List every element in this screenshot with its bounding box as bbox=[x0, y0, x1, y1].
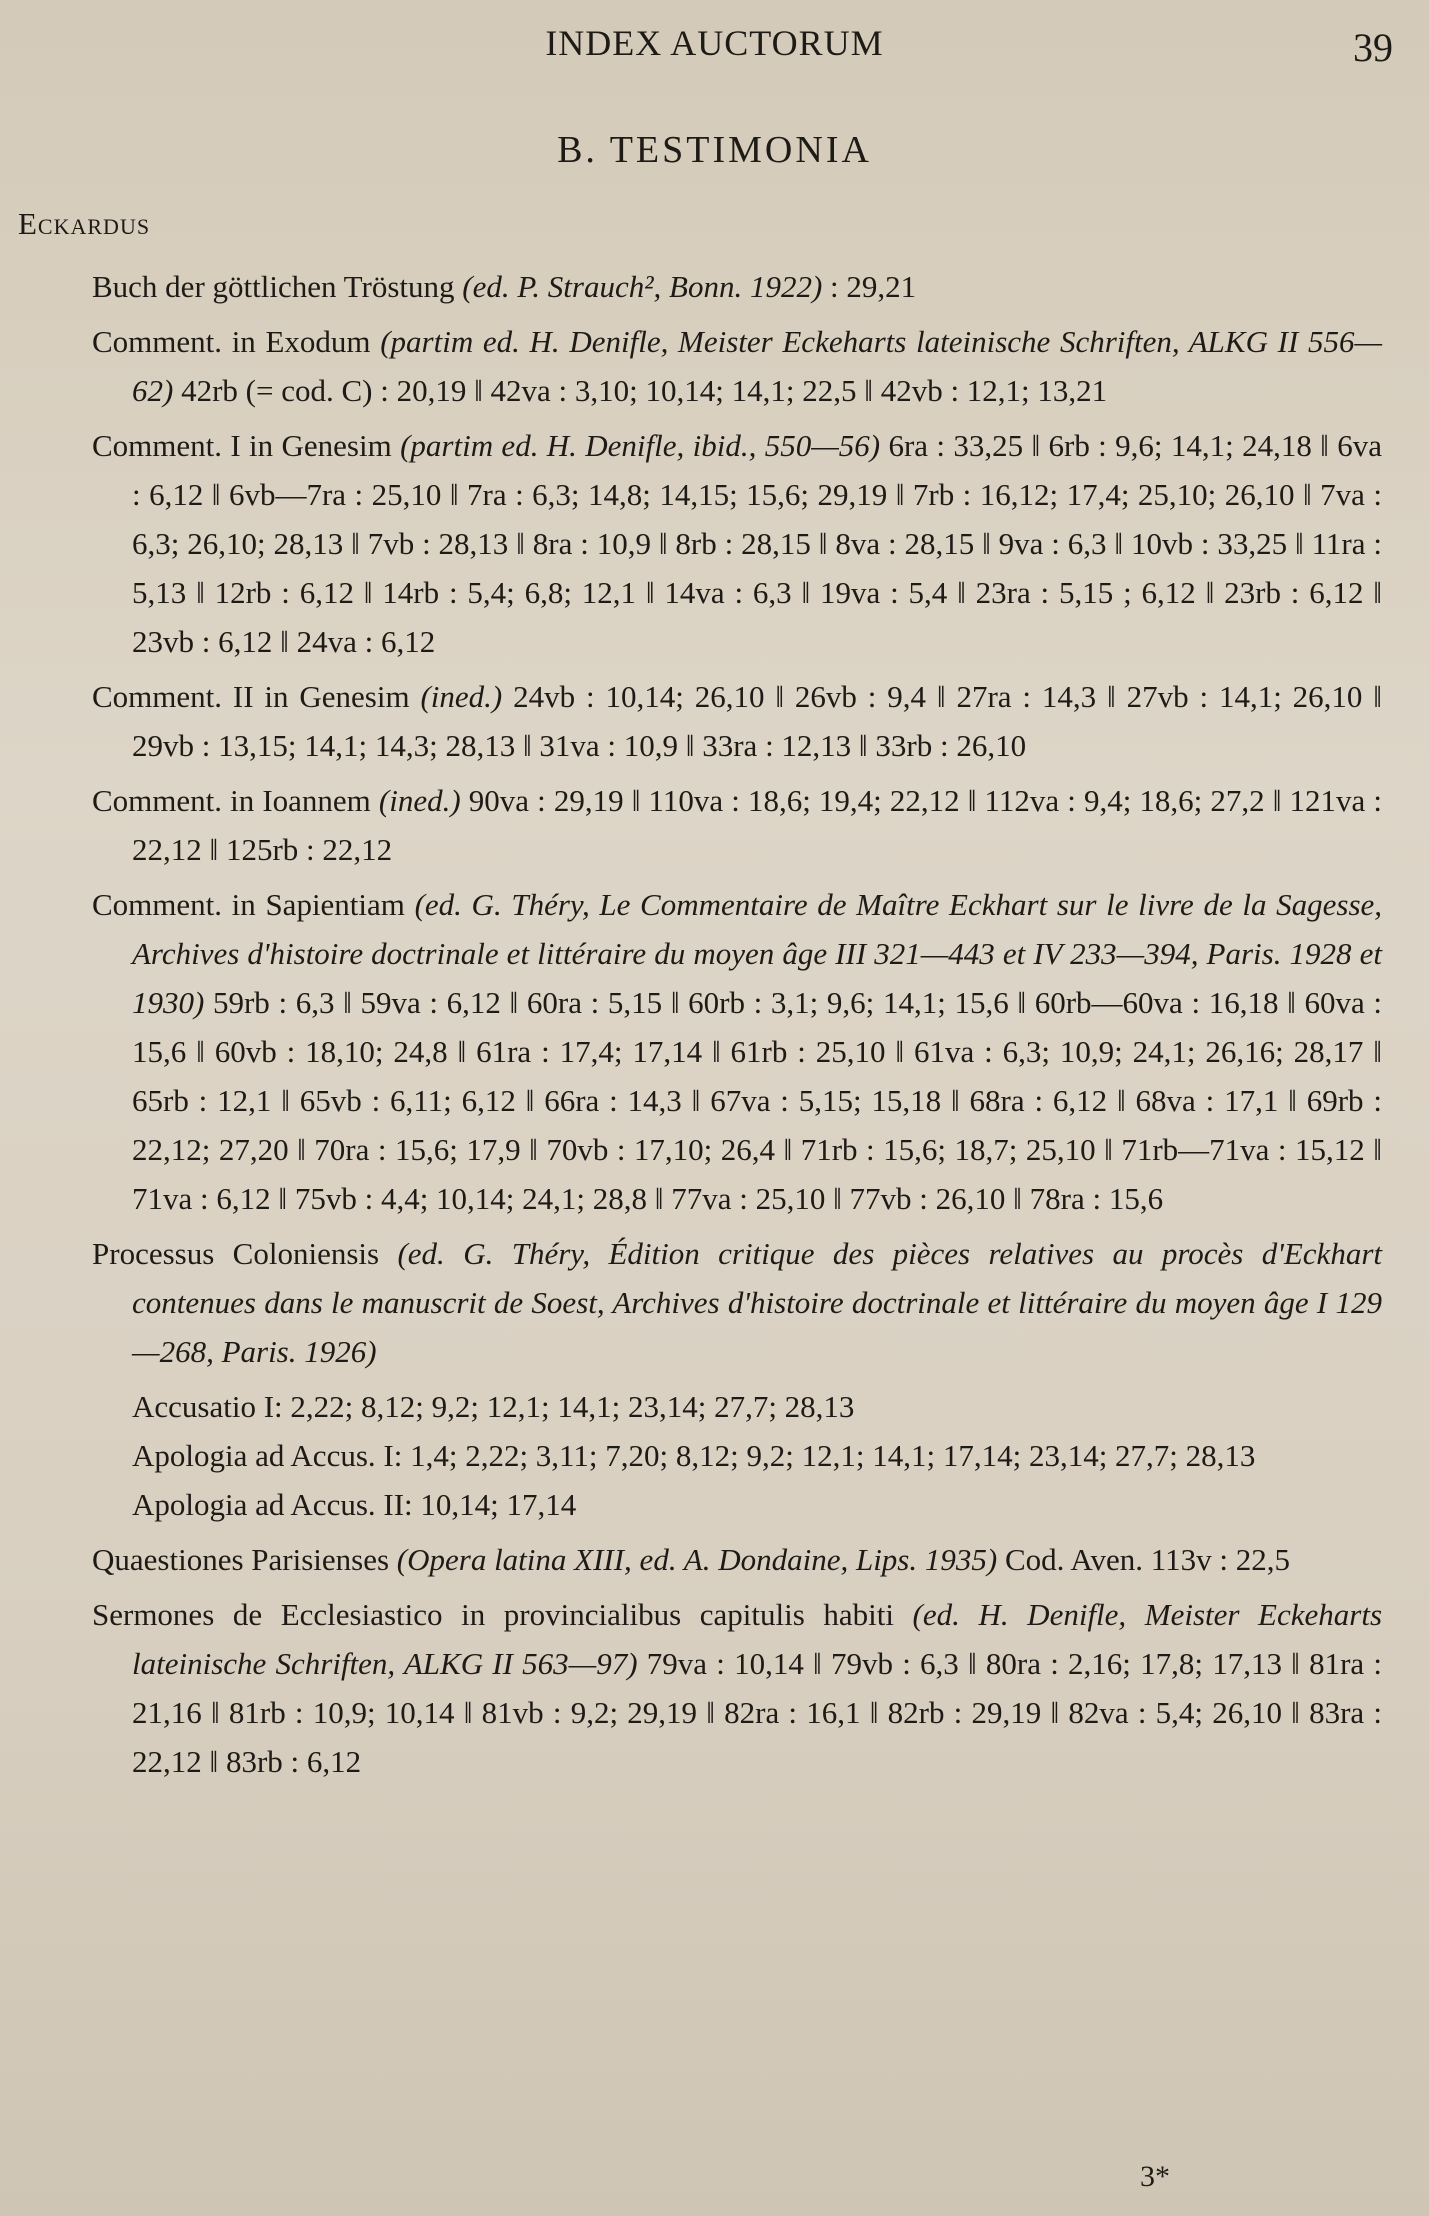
entry-genesim-1 bbox=[92, 421, 1382, 666]
entry-title: Comment. in Sapientiam bbox=[92, 887, 405, 922]
entry-title: Comment. II in Genesim bbox=[92, 679, 410, 714]
entry-title: Sermones de Ecclesiastico in provincialibus capitulis habiti bbox=[92, 1597, 894, 1632]
entry-title: Processus Coloniensis bbox=[92, 1236, 380, 1271]
entry-exodum bbox=[92, 317, 1382, 415]
entry-title: Comment. in Exodum bbox=[92, 324, 371, 359]
section-title: B. TESTIMONIA bbox=[557, 129, 872, 171]
entry-refs: 59rb : 6,3 ‖ 59va : 6,12 ‖ 60ra : 5,15 ‖ 60rb : 3,1; 9,6; 14,1; 15,6 ‖ 60rb—60va : 16,18 ‖ 60va : 15,6 ‖ 60vb : 18,10; 24,8 ‖ 61ra : 17,4; 17,14 ‖ 61rb : 25,10 ‖ 61va : 6,3; 10,9; 24,1; 26,16; 28,17 ‖ 65rb : 12,1 ‖ 65vb : 6,11; 6,12 ‖ 66ra : 14,3 ‖ 67va : 5,15; 15,18 ‖ 68ra : 6,12 ‖ 68va : 17,1 ‖ 69rb : 22,12; 27,20 ‖ 70ra : 15,6; 17,9 ‖ 70vb : 17,10; 26,4 ‖ 71rb : 15,6; 18,7; 25,10 ‖ 71rb—71va : 15,12 ‖ 71va : 6,12 ‖ 75vb : 4,4; 10,14; 24,1; 28,8 ‖ 77va : 25,10 ‖ 77vb : 26,10 ‖ 78ra : 15,6 bbox=[132, 985, 1382, 1216]
entry-sermones bbox=[92, 1590, 1382, 1786]
entry-refs: 90va : 29,19 ‖ 110va : 18,6; 19,4; 22,12 ‖ 112va : 9,4; 18,6; 27,2 ‖ 121va : 22,12 ‖ 125rb : 22,12 bbox=[132, 783, 1383, 867]
author-heading: Eckardus bbox=[18, 206, 151, 241]
entry-edition: (partim ed. H. Denifle, Meister Eckeharts lateinische Schriften, ALKG II 556—62) bbox=[132, 324, 1383, 408]
subentry-apologia-1 bbox=[92, 1431, 1382, 1480]
entry-title: Comment. in Ioannem bbox=[92, 783, 371, 818]
signature-mark: 3* bbox=[1140, 2160, 1170, 2193]
entry-edition: (ined.) bbox=[378, 783, 461, 818]
entry-refs: 24vb : 10,14; 26,10 ‖ 26vb : 9,4 ‖ 27ra : 14,3 ‖ 27vb : 14,1; 26,10 ‖ 29vb : 13,15; 14,1; 14,3; 28,13 ‖ 31va : 10,9 ‖ 33ra : 12,13 ‖ 33rb : 26,10 bbox=[132, 679, 1383, 763]
subentry-accusatio-1 bbox=[92, 1382, 1382, 1431]
subentry-refs: 10,14; 17,14 bbox=[412, 1487, 577, 1522]
entry-edition: (ined.) bbox=[420, 679, 503, 714]
subentry-label: Apologia ad Accus. II: bbox=[132, 1487, 413, 1522]
entry-edition: (ed. H. Denifle, Meister Eckeharts lateinische Schriften, ALKG II 563—97) bbox=[132, 1597, 1383, 1681]
subentry-refs: 2,22; 8,12; 9,2; 12,1; 14,1; 23,14; 27,7; 28,13 bbox=[282, 1389, 855, 1424]
entry-ioannem bbox=[92, 776, 1382, 874]
subentry-refs: 1,4; 2,22; 3,11; 7,20; 8,12; 9,2; 12,1; 14,1; 17,14; 23,14; 27,7; 28,13 bbox=[402, 1438, 1256, 1473]
entry-refs: : 29,21 bbox=[822, 269, 917, 304]
entry-quaestiones bbox=[92, 1535, 1382, 1584]
entry-title: Comment. I in Genesim bbox=[92, 428, 392, 463]
entry-edition: (partim ed. H. Denifle, ibid., 550—56) bbox=[400, 428, 881, 463]
entry-sapientiam bbox=[92, 880, 1382, 1223]
entry-edition: (ed. P. Strauch², Bonn. 1922) bbox=[462, 269, 823, 304]
entry-processus bbox=[92, 1229, 1382, 1376]
entry-title: Buch der göttlichen Tröstung bbox=[92, 269, 455, 304]
entry-refs: 79va : 10,14 ‖ 79vb : 6,3 ‖ 80ra : 2,16; 17,8; 17,13 ‖ 81ra : 21,16 ‖ 81rb : 10,9; 10,14 ‖ 81vb : 9,2; 29,19 ‖ 82ra : 16,1 ‖ 82rb : 29,19 ‖ 82va : 5,4; 26,10 ‖ 83ra : 22,12 ‖ 83rb : 6,12 bbox=[132, 1646, 1383, 1779]
running-head: INDEX AUCTORUM bbox=[545, 23, 884, 63]
entry-edition: (ed. G. Théry, Le Commentaire de Maître Eckhart sur le livre de la Sagesse, Archives d'histoire doctrinale et littéraire du moyen âge III 321—443 et IV 233—394, Paris. 1928 et 1930) bbox=[132, 887, 1383, 1020]
index-entries bbox=[92, 262, 1382, 1792]
entry-refs: 42rb (= cod. C) : 20,19 ‖ 42va : 3,10; 10,14; 14,1; 22,5 ‖ 42vb : 12,1; 13,21 bbox=[181, 373, 1108, 408]
entry-refs: 6ra : 33,25 ‖ 6rb : 9,6; 14,1; 24,18 ‖ 6va : 6,12 ‖ 6vb—7ra : 25,10 ‖ 7ra : 6,3; 14,8; 14,15; 15,6; 29,19 ‖ 7rb : 16,12; 17,4; 25,10; 26,10 ‖ 7va : 6,3; 26,10; 28,13 ‖ 7vb : 28,13 ‖ 8ra : 10,9 ‖ 8rb : 28,15 ‖ 8va : 28,15 ‖ 9va : 6,3 ‖ 10vb : 33,25 ‖ 11ra : 5,13 ‖ 12rb : 6,12 ‖ 14rb : 5,4; 6,8; 12,1 ‖ 14va : 6,3 ‖ 19va : 5,4 ‖ 23ra : 5,15 ; 6,12 ‖ 23rb : 6,12 ‖ 23vb : 6,12 ‖ 24va : 6,12 bbox=[132, 428, 1383, 659]
subentry-label: Apologia ad Accus. I: bbox=[132, 1438, 403, 1473]
subentry-apologia-2 bbox=[92, 1480, 1382, 1529]
entry-genesim-2 bbox=[92, 672, 1382, 770]
entry-refs: Cod. Aven. 113v : 22,5 bbox=[1004, 1542, 1290, 1577]
entry-title: Quaestiones Parisienses bbox=[92, 1542, 390, 1577]
entry-buch bbox=[92, 262, 1382, 311]
page-number: 39 bbox=[1353, 25, 1393, 70]
subentry-label: Accusatio I: bbox=[132, 1389, 283, 1424]
entry-edition: (Opera latina XIII, ed. A. Dondaine, Lips. 1935) bbox=[396, 1542, 998, 1577]
entry-edition: (ed. G. Théry, Édition critique des pièces relatives au procès d'Eckhart contenues dans le manuscrit de Soest, Archives d'histoire doctrinale et littéraire du moyen âge I 129—268, Paris. 1926) bbox=[132, 1236, 1382, 1369]
